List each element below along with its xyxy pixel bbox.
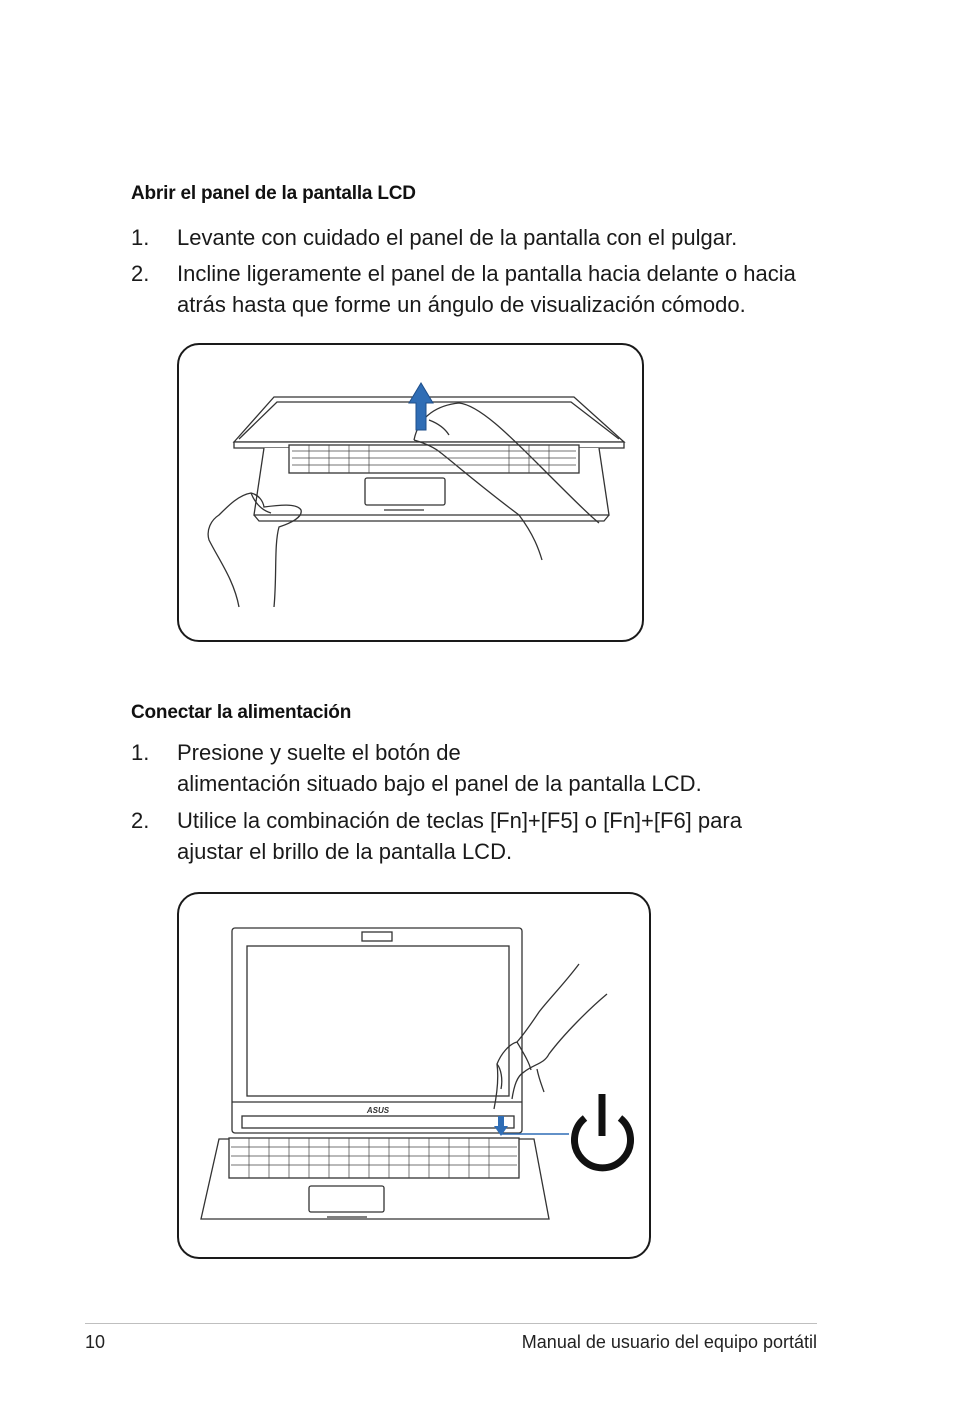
step-number: 1. <box>131 740 150 765</box>
figure-power-on <box>177 892 651 1259</box>
page-number: 10 <box>85 1332 106 1352</box>
step-number: 1. <box>131 225 150 250</box>
step-text: Utilice la combinación de teclas [Fn]+[F5] o [Fn]+[F6] para ajustar el brillo de la pantalla LCD. <box>177 808 742 864</box>
asus-logo: ASUS <box>366 1106 390 1115</box>
step-number: 2. <box>131 808 150 833</box>
laptop-lid-opening-illustration <box>179 345 642 640</box>
section-heading-open-lcd: Abrir el panel de la pantalla LCD <box>131 183 416 204</box>
footer-title: Manual de usuario del equipo portátil <box>521 1332 817 1352</box>
step-number: 2. <box>131 261 150 286</box>
step-text: Incline ligeramente el panel de la pantalla hacia delante o hacia atrás hasta que forme un ángulo de visualización cómodo. <box>177 261 796 317</box>
figure-opening-lcd-panel <box>177 343 644 642</box>
laptop-power-button-illustration <box>179 894 649 1257</box>
step-text: Levante con cuidado el panel de la pantalla con el pulgar. <box>177 225 738 250</box>
step-text: Presione y suelte el botón de alimentación situado bajo el panel de la pantalla LCD. <box>177 740 702 796</box>
power-icon <box>575 1094 631 1168</box>
section-heading-power: Conectar la alimentación <box>131 702 352 723</box>
footer-divider <box>85 1323 817 1324</box>
